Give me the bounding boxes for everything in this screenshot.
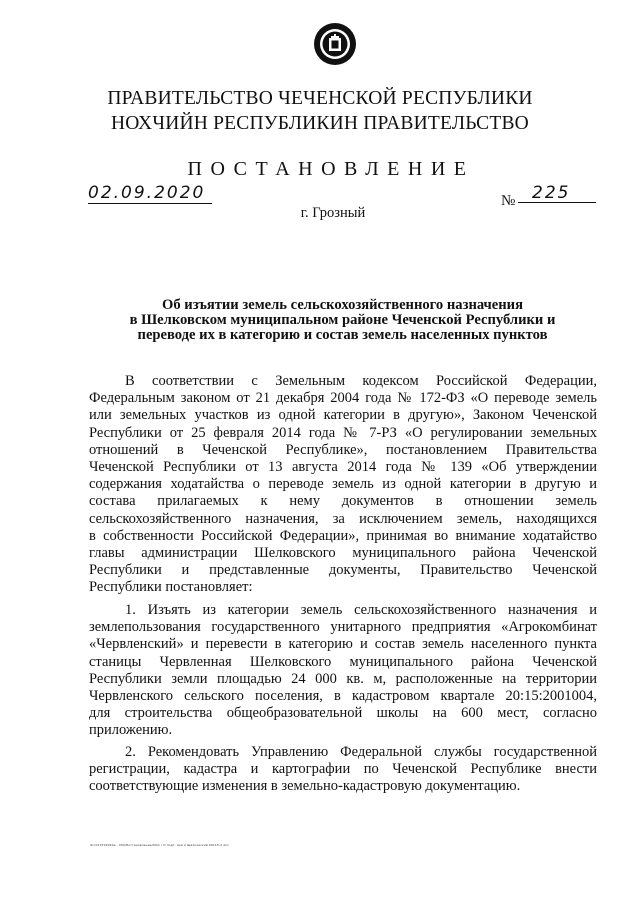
text-line: содержания ходатайства о переводе земель из одной категории в другую и	[89, 476, 597, 493]
government-name-chechen: НОХЧИЙН РЕСПУБЛИКИН ПРАВИТЕЛЬСТВО	[111, 113, 529, 134]
title-line: Об изъятии земель сельскохозяйственного назначения	[162, 297, 523, 313]
text-line: сельскохозяйственного назначения, за исключением земель, находящихся	[89, 510, 597, 527]
text-line: Республики от 25 февраля 2014 года № 7-РЗ «О регулировании земельных	[89, 424, 597, 441]
text-line: землепользования государственного унитарного предприятия «Агрокомбинат	[89, 619, 597, 636]
document-title	[110, 298, 575, 343]
document-number: 225	[518, 183, 596, 203]
coat-of-arms-emblem	[313, 22, 357, 66]
text-line: Республики земли площадью 24 000 кв. м, расположенные на территории	[89, 670, 597, 687]
text-line: приложению.	[89, 722, 173, 739]
text-line: Чеченской Республики от 13 августа 2014 года № 139 «Об утверждении	[89, 458, 597, 475]
paragraph-item-2	[89, 744, 597, 796]
text-line: 1. Изъять из категории земель сельскохозяйственного назначения и	[125, 602, 597, 618]
document-date: 02.09.2020	[88, 183, 212, 204]
document-type-heading: ПОСТАНОВЛЕНИЕ	[187, 158, 475, 180]
paragraph-item-1	[89, 602, 597, 740]
text-line: «Червленский» и перевести в категорию и состав земель населенного пункта	[89, 636, 597, 653]
text-line: 2. Рекомендовать Управлению Федеральной службы государственной	[125, 744, 597, 760]
text-line: отношений в Чеченской Республике», постановлением Правительства	[89, 441, 597, 458]
title-line: в Шелковском муниципальном районе Чеченской Республики и	[129, 312, 556, 328]
text-line: Червленского сельского поселения, в кадастровом квартале 20:15:2001004,	[89, 687, 597, 704]
number-label: №	[501, 193, 516, 209]
text-line: для строительства общеобразовательной школы на 600 мест, согласно	[89, 705, 597, 722]
text-line: регистрации, кадастра и картографии по Чеченской Республике внести	[89, 761, 597, 778]
text-line: состава прилагаемых к нему документов в отношении земель	[89, 493, 597, 510]
title-line: переводе их в категорию и состав земель населенных пунктов	[137, 327, 548, 343]
text-line: В соответствии с Земельным кодексом Российской Федерации,	[125, 373, 597, 389]
issue-city: г. Грозный	[300, 205, 366, 221]
text-line: Республики и представленные документы, Правительство Чеченской	[89, 562, 597, 579]
government-name-russian: ПРАВИТЕЛЬСТВО ЧЕЧЕНСКОЙ РЕСПУБЛИКИ	[107, 88, 533, 109]
text-line: станицы Червленная Шелковского муниципального района Чеченской	[89, 653, 597, 670]
text-line: Федеральным законом от 21 декабря 2004 года № 172-ФЗ «О переводе земель	[89, 390, 597, 407]
text-line: в собственности Российской Федерации», принимая во внимание ходатайство	[89, 527, 597, 544]
text-line: Республики постановляет:	[89, 579, 253, 596]
text-line: или земельных участков из одной категории в другую», Законом Чеченской	[89, 407, 597, 424]
file-path-footer: lb=010702020e - 000/Постановление/00\1 \ О подт. изм и Шелковский 00115-2 doc	[90, 843, 229, 847]
text-line: соответствующие изменения в земельно-кадастровую документацию.	[89, 778, 521, 795]
text-line: главы администрации Шелковского муниципального района Чеченской	[89, 544, 597, 561]
paragraph-preamble	[89, 373, 597, 596]
